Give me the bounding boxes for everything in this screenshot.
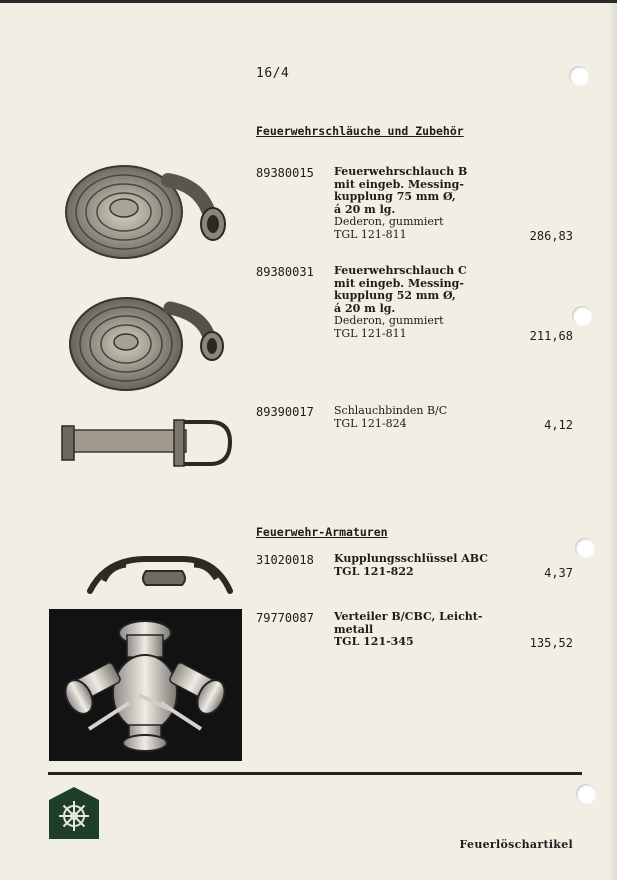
desc-line: Feuerwehrschlauch C	[334, 264, 467, 277]
footer-rule	[48, 772, 582, 775]
item-description	[334, 405, 447, 430]
desc-line: kupplung 52 mm Ø,	[334, 289, 456, 302]
desc-line: á 20 m lg.	[334, 202, 396, 216]
distributor-photo	[49, 609, 242, 761]
punch-hole	[569, 66, 589, 86]
coupling-spanner-photo	[86, 551, 234, 603]
item-description	[334, 166, 467, 216]
hose-b-photo	[58, 150, 230, 268]
material-line: Dederon, gummiert	[334, 215, 444, 228]
desc-line: Kupplungsschlüssel ABC	[334, 552, 489, 565]
item-description	[334, 265, 467, 315]
section-title-hoses: Feuerwehrschläuche und Zubehör	[256, 124, 464, 138]
item-material	[334, 315, 444, 340]
article-number: 89380015	[256, 166, 314, 180]
section-title-fittings: Feuerwehr-Armaturen	[256, 525, 388, 539]
article-number: 89390017	[256, 405, 314, 419]
item-price: 4,12	[544, 418, 573, 432]
scan-shadow	[609, 0, 617, 880]
desc-line: á 20 m lg.	[334, 301, 396, 315]
desc-line: kupplung 75 mm Ø,	[334, 190, 456, 203]
item-price: 4,37	[544, 566, 573, 580]
desc-line: Feuerwehrschlauch B	[334, 165, 468, 178]
hose-strap-photo	[60, 414, 236, 470]
punch-hole	[575, 538, 595, 558]
top-edge	[0, 0, 617, 3]
article-number: 89380031	[256, 265, 314, 279]
hose-c-photo	[62, 284, 230, 396]
footer-category: Feuerlöschartikel	[459, 838, 573, 851]
tgl-standard: TGL 121-822	[334, 564, 414, 578]
punch-hole	[572, 306, 592, 326]
punch-hole	[576, 784, 596, 804]
item-price: 135,52	[529, 636, 573, 650]
tgl-standard: TGL 121-811	[334, 326, 407, 340]
article-number: 79770087	[256, 611, 314, 625]
desc-line: Schlauchbinden B/C	[334, 404, 448, 417]
item-description	[334, 611, 482, 649]
tgl-standard: TGL 121-345	[334, 635, 414, 648]
tgl-standard: TGL 121-811	[334, 227, 407, 241]
desc-line: Verteiler B/CBC, Leicht-	[334, 610, 483, 623]
desc-line: metall	[334, 622, 374, 636]
page-number: 16/4	[256, 66, 290, 81]
material-line: Dederon, gummiert	[334, 314, 444, 327]
desc-line: mit eingeb. Messing-	[334, 177, 464, 191]
ships-wheel-emblem-icon	[47, 786, 101, 840]
article-number: 31020018	[256, 553, 314, 567]
item-material	[334, 216, 444, 241]
tgl-standard: TGL 121-824	[334, 416, 407, 430]
item-price: 211,68	[529, 329, 573, 343]
distributor-illustration	[49, 609, 242, 761]
item-description	[334, 553, 488, 578]
desc-line: mit eingeb. Messing-	[334, 276, 464, 290]
item-price: 286,83	[529, 229, 573, 243]
